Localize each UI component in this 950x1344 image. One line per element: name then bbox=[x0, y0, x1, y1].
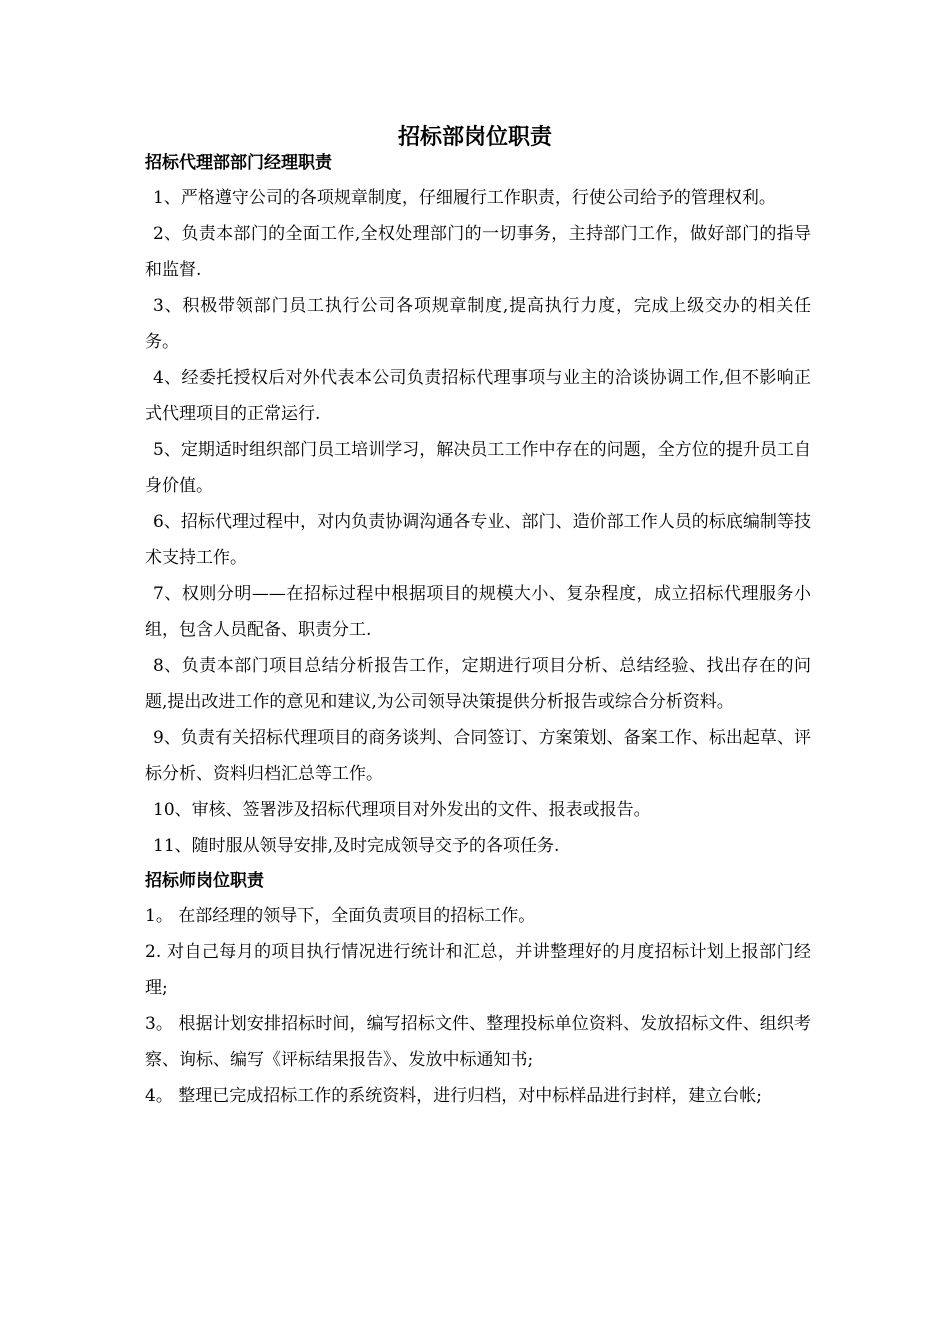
officer-duty-2: 2. 对自己每月的项目执行情况进行统计和汇总，并讲整理好的月度招标计划上报部门经理; bbox=[145, 942, 811, 998]
manager-duty-2: 2、负责本部门的全面工作,全权处理部门的一切事务，主持部门工作，做好部门的指导和监督. bbox=[145, 224, 811, 280]
manager-duty-10: 10、审核、签署涉及招标代理项目对外发出的文件、报表或报告。 bbox=[153, 800, 651, 820]
manager-duty-5: 5、定期适时组织部门员工培训学习，解决员工工作中存在的问题，全方位的提升员工自身价值。 bbox=[145, 440, 811, 496]
manager-duty-4: 4、经委托授权后对外代表本公司负责招标代理事项与业主的洽谈协调工作,但不影响正式代理项目的正常运行. bbox=[145, 368, 811, 424]
manager-duty-9: 9、负责有关招标代理项目的商务谈判、合同签订、方案策划、备案工作、标出起草、评标分析、资料归档汇总等工作。 bbox=[145, 728, 811, 784]
manager-duty-7: 7、权则分明——在招标过程中根据项目的规模大小、复杂程度，成立招标代理服务小组，包含人员配备、职责分工. bbox=[145, 584, 811, 640]
manager-duty-8: 8、负责本部门项目总结分析报告工作，定期进行项目分析、总结经验、找出存在的问题,提出改进工作的意见和建议,为公司领导决策提供分析报告或综合分析资料。 bbox=[145, 656, 811, 712]
officer-duty-4: 4。 整理已完成招标工作的系统资料，进行归档，对中标样品进行封样，建立台帐; bbox=[145, 1086, 762, 1106]
manager-duty-6: 6、招标代理过程中，对内负责协调沟通各专业、部门、造价部工作人员的标底编制等技术支持工作。 bbox=[145, 512, 811, 568]
manager-duty-1: 1、严格遵守公司的各项规章制度，仔细履行工作职责，行使公司给予的管理权利。 bbox=[153, 188, 776, 208]
section-heading-manager: 招标代理部部门经理职责 bbox=[145, 153, 332, 173]
officer-duty-3: 3。 根据计划安排招标时间，编写招标文件、整理投标单位资料、发放招标文件、组织考察、询标、编写《评标结果报告》、发放中标通知书; bbox=[145, 1014, 811, 1070]
officer-duty-1: 1。 在部经理的领导下，全面负责项目的招标工作。 bbox=[145, 906, 536, 926]
document-body bbox=[145, 146, 811, 1114]
manager-duty-11: 11、随时服从领导安排,及时完成领导交予的各项任务. bbox=[153, 836, 560, 856]
manager-duty-3: 3、积极带领部门员工执行公司各项规章制度,提高执行力度，完成上级交办的相关任务。 bbox=[145, 296, 811, 352]
section-heading-bidding-officer: 招标师岗位职责 bbox=[145, 871, 264, 891]
document-title: 招标部岗位职责 bbox=[397, 125, 552, 150]
